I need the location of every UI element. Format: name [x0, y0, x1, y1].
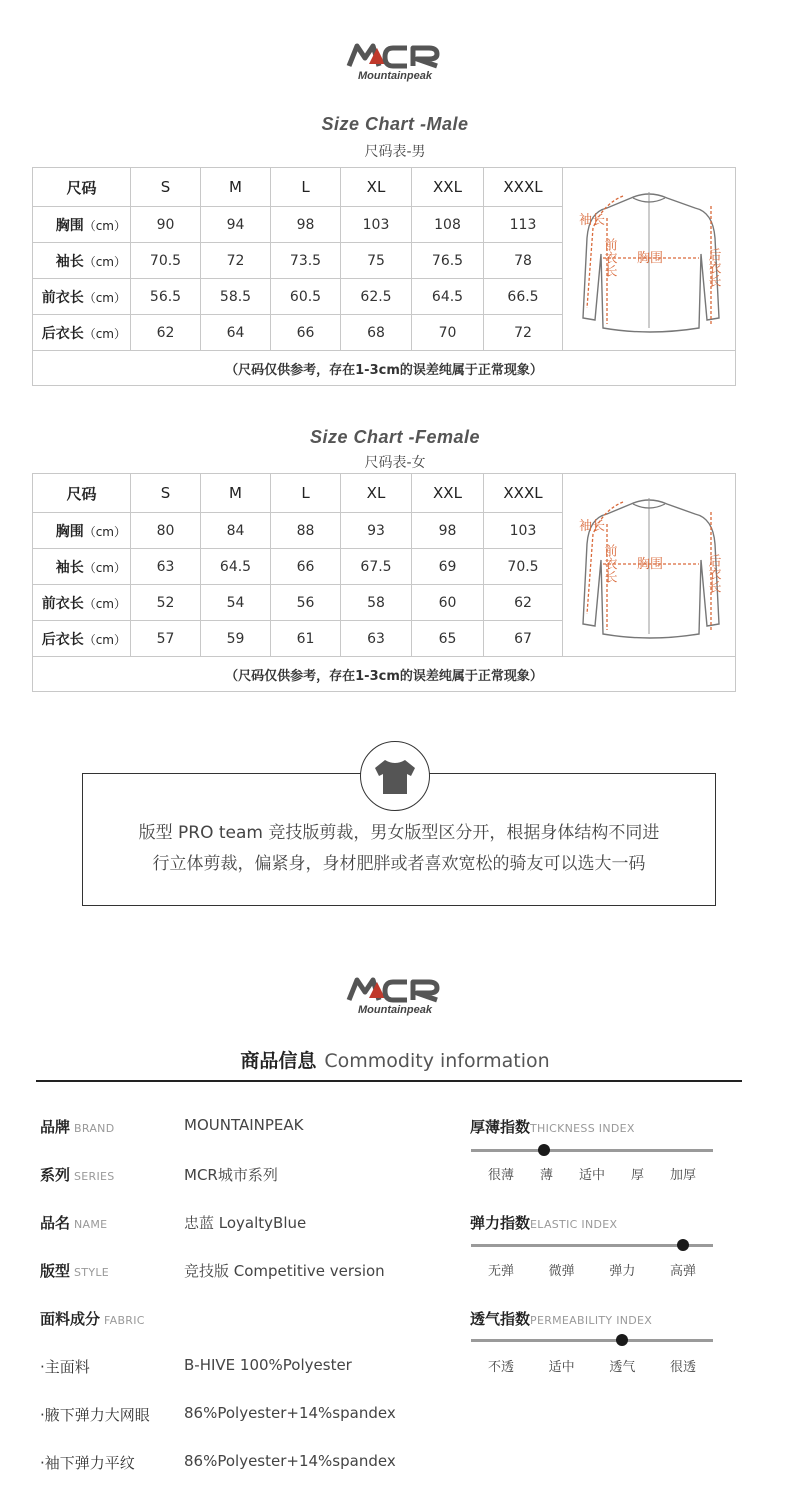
- table-cell: 103: [341, 207, 412, 243]
- size-header: M: [201, 474, 271, 513]
- series-label: 系列 SERIES: [40, 1166, 115, 1184]
- info-title-en: Commodity information: [324, 1050, 550, 1072]
- table-cell: 65: [412, 621, 484, 657]
- size-header: XXXL: [484, 168, 563, 207]
- table-header-row: [33, 474, 736, 513]
- back-length-label: 后衣长: [705, 554, 721, 593]
- info-heading: [0, 1046, 790, 1073]
- table-cell: 90: [131, 207, 201, 243]
- table-cell: 63: [341, 621, 412, 657]
- index-label: 弹力: [609, 1264, 636, 1279]
- size-header: XL: [341, 474, 412, 513]
- logo-subtitle: Mountainpeak: [358, 70, 432, 82]
- female-chart-subtitle: 尺码表-女: [364, 455, 426, 471]
- table-cell: 56.5: [131, 279, 201, 315]
- table-cell: 64.5: [201, 549, 271, 585]
- table-cell: 108: [412, 207, 484, 243]
- male-chart-title: Size Chart -Male: [321, 114, 469, 134]
- row-label: 袖长（cm）: [33, 243, 131, 279]
- table-cell: 93: [341, 513, 412, 549]
- size-header: S: [131, 168, 201, 207]
- table-cell: 60: [412, 585, 484, 621]
- index-label: 加厚: [669, 1168, 697, 1183]
- table-cell: 64: [201, 315, 271, 351]
- index-label: 不透: [487, 1360, 515, 1375]
- size-header: XXL: [412, 474, 484, 513]
- permeability-index-marker: [616, 1334, 628, 1346]
- table-cell: 70.5: [484, 549, 563, 585]
- row-label: 后衣长（cm）: [33, 315, 131, 351]
- mcr-logo-icon: [345, 42, 445, 70]
- front-length-label: 前衣长: [601, 238, 617, 277]
- thickness-index-marker: [538, 1144, 550, 1156]
- table-note-row: [33, 657, 736, 692]
- table-cell: 68: [341, 315, 412, 351]
- brand-value: MOUNTAINPEAK: [184, 1116, 304, 1134]
- jersey-measure-diagram: [563, 474, 735, 652]
- table-cell: 72: [484, 315, 563, 351]
- permeability-index-title: 透气指数PERMEABILITY INDEX: [470, 1310, 653, 1328]
- table-cell: 60.5: [271, 279, 341, 315]
- table-cell: 98: [271, 207, 341, 243]
- fabric-sleeve-value: 86%Polyester+14%spandex: [184, 1452, 396, 1470]
- table-cell: 98: [412, 513, 484, 549]
- chest-label: 胸围: [637, 251, 664, 266]
- size-header: L: [271, 474, 341, 513]
- row-label: 胸围（cm）: [33, 513, 131, 549]
- index-label: 适中: [548, 1360, 575, 1375]
- table-cell: 58.5: [201, 279, 271, 315]
- name-value: 忠蓝 LoyaltyBlue: [184, 1214, 307, 1232]
- jersey-diagram-cell: [563, 168, 736, 351]
- table-cell: 62: [131, 315, 201, 351]
- row-label: 后衣长（cm）: [33, 621, 131, 657]
- table-cell: 59: [201, 621, 271, 657]
- style-value: 竞技版 Competitive version: [184, 1262, 385, 1280]
- style-label: 版型 STYLE: [40, 1262, 110, 1280]
- fit-description: [83, 818, 715, 880]
- size-header: XXL: [412, 168, 484, 207]
- table-cell: 76.5: [412, 243, 484, 279]
- table-cell: 61: [271, 621, 341, 657]
- brand-logo-bottom: [345, 976, 445, 1020]
- size-header: XXXL: [484, 474, 563, 513]
- table-cell: 84: [201, 513, 271, 549]
- index-label: 薄: [539, 1168, 554, 1183]
- table-cell: 72: [201, 243, 271, 279]
- table-cell: 94: [201, 207, 271, 243]
- fit-line-2: 行立体剪裁，偏紧身，身材肥胖或者喜欢宽松的骑友可以选大一码: [152, 854, 646, 874]
- table-cell: 56: [271, 585, 341, 621]
- table-cell: 57: [131, 621, 201, 657]
- female-chart-title: Size Chart -Female: [309, 427, 481, 447]
- table-cell: 54: [201, 585, 271, 621]
- index-label: 高弹: [669, 1264, 697, 1279]
- table-note-row: [33, 351, 736, 386]
- table-cell: 66: [271, 549, 341, 585]
- table-cell: 70.5: [131, 243, 201, 279]
- back-length-label: 后衣长: [705, 248, 721, 287]
- table-cell: 69: [412, 549, 484, 585]
- table-cell: 78: [484, 243, 563, 279]
- size-header-label: 尺码: [33, 474, 131, 513]
- tshirt-icon: [361, 742, 429, 810]
- table-cell: 58: [341, 585, 412, 621]
- mcr-logo-icon: [345, 976, 445, 1004]
- table-cell: 73.5: [271, 243, 341, 279]
- sleeve-label: 袖长: [579, 519, 606, 534]
- fabric-sleeve-label: ·袖下弹力平纹: [40, 1454, 135, 1472]
- table-cell: 63: [131, 549, 201, 585]
- row-label: 胸围（cm）: [33, 207, 131, 243]
- jersey-diagram-cell: [563, 474, 736, 657]
- elastic-index-title: 弹力指数ELASTIC INDEX: [470, 1214, 618, 1232]
- size-header: M: [201, 168, 271, 207]
- name-label: 品名 NAME: [40, 1214, 108, 1232]
- permeability-index-track: [471, 1339, 713, 1342]
- index-label: 适中: [578, 1168, 606, 1183]
- series-value: MCR城市系列: [184, 1166, 278, 1184]
- table-cell: 113: [484, 207, 563, 243]
- table-cell: 80: [131, 513, 201, 549]
- index-label: 无弹: [487, 1264, 515, 1279]
- fabric-underarm-label: ·腋下弹力大网眼: [40, 1406, 150, 1424]
- fabric-main-value: B-HIVE 100%Polyester: [184, 1356, 352, 1374]
- table-cell: 52: [131, 585, 201, 621]
- size-header: XL: [341, 168, 412, 207]
- size-header-label: 尺码: [33, 168, 131, 207]
- elastic-index-marker: [677, 1239, 689, 1251]
- table-cell: 62.5: [341, 279, 412, 315]
- row-label: 前衣长（cm）: [33, 279, 131, 315]
- size-header: S: [131, 474, 201, 513]
- row-label: 袖长（cm）: [33, 549, 131, 585]
- row-label: 前衣长（cm）: [33, 585, 131, 621]
- thickness-index-track: [471, 1149, 713, 1152]
- index-label: 很薄: [487, 1168, 515, 1183]
- male-size-table: [32, 167, 736, 386]
- size-note: （尺码仅供参考，存在1-3cm的误差纯属于正常现象）: [33, 351, 736, 386]
- table-cell: 75: [341, 243, 412, 279]
- logo-subtitle: Mountainpeak: [358, 1004, 432, 1016]
- chest-label: 胸围: [637, 557, 664, 572]
- table-cell: 66.5: [484, 279, 563, 315]
- table-cell: 67.5: [341, 549, 412, 585]
- front-length-label: 前衣长: [601, 544, 617, 583]
- table-cell: 64.5: [412, 279, 484, 315]
- index-label: 很透: [669, 1360, 697, 1375]
- table-cell: 103: [484, 513, 563, 549]
- sleeve-label: 袖长: [579, 213, 606, 228]
- table-cell: 70: [412, 315, 484, 351]
- fit-line-1: 版型 PRO team 竞技版剪裁，男女版型区分开，根据身体结构不同进: [138, 823, 660, 843]
- info-title-cn: 商品信息: [240, 1050, 317, 1072]
- fit-icon-circle: [360, 741, 430, 811]
- brand-logo: [345, 42, 445, 86]
- fabric-main-label: ·主面料: [40, 1358, 90, 1376]
- size-header: L: [271, 168, 341, 207]
- table-cell: 88: [271, 513, 341, 549]
- table-cell: 62: [484, 585, 563, 621]
- thickness-index-title: 厚薄指数THICKNESS INDEX: [470, 1118, 635, 1136]
- index-label: 厚: [630, 1168, 645, 1183]
- info-divider: [36, 1080, 742, 1082]
- male-chart-subtitle: 尺码表-男: [364, 144, 426, 160]
- brand-label: 品牌 BRAND: [40, 1118, 115, 1136]
- table-header-row: [33, 168, 736, 207]
- index-label: 微弹: [548, 1264, 575, 1279]
- fabric-label: 面料成分 FABRIC: [40, 1310, 145, 1328]
- fabric-underarm-value: 86%Polyester+14%spandex: [184, 1404, 396, 1422]
- table-cell: 66: [271, 315, 341, 351]
- jersey-measure-diagram: [563, 168, 735, 346]
- size-note: （尺码仅供参考，存在1-3cm的误差纯属于正常现象）: [33, 657, 736, 692]
- female-size-table: [32, 473, 736, 692]
- elastic-index-track: [471, 1244, 713, 1247]
- table-cell: 67: [484, 621, 563, 657]
- index-label: 透气: [609, 1360, 636, 1375]
